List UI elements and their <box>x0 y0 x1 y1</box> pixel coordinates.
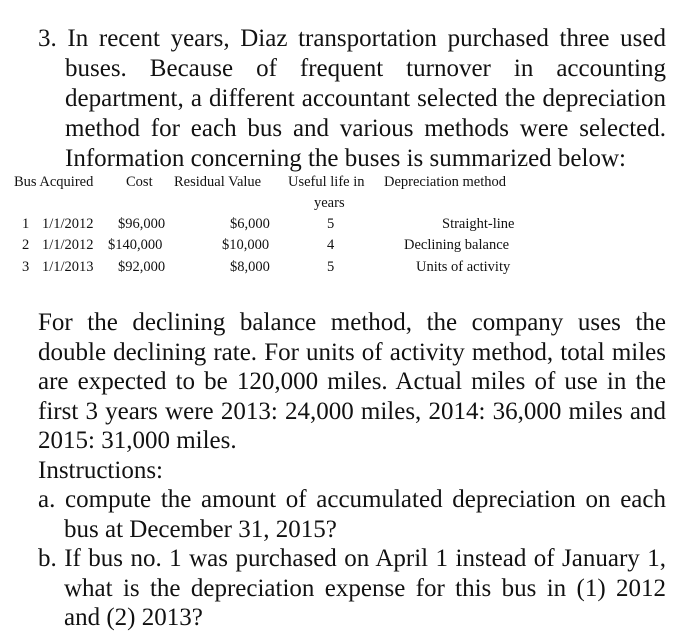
row-life: 5 <box>327 259 335 275</box>
header-useful-life-years: years <box>314 195 345 211</box>
instruction-b: b. If bus no. 1 was purchased on April 1 instead of January 1, <box>38 545 666 572</box>
detail-line: are expected to be 120,000 miles. Actual miles of use in the <box>38 368 666 395</box>
row-date: 1/1/2013 <box>42 259 94 275</box>
question-line: method for each bus and various methods were selected. <box>65 115 666 142</box>
row-cost: $96,000 <box>118 216 166 232</box>
problem-details <box>38 308 666 633</box>
instructions-label: Instructions: <box>38 456 163 484</box>
instruction-a-cont: bus at December 31, 2015? <box>64 515 337 543</box>
row-method: Declining balance <box>404 237 510 253</box>
row-residual: $6,000 <box>230 216 270 232</box>
row-cost: $92,000 <box>118 259 166 275</box>
instruction-a: a. compute the amount of accumulated depreciation on each <box>38 486 666 513</box>
question-line: buses. Because of frequent turnover in accounting <box>65 55 666 82</box>
row-life: 5 <box>327 216 335 232</box>
row-cost: $140,000 <box>108 237 163 253</box>
row-residual: $8,000 <box>230 259 270 275</box>
instruction-b-cont: and (2) 2013? <box>64 604 203 631</box>
detail-line: double declining rate. For units of activity method, total miles <box>38 338 666 366</box>
instruction-b-cont: what is the depreciation expense for this bus in (1) 2012 <box>64 574 666 602</box>
header-residual-value: Residual Value <box>174 174 262 190</box>
row-number: 3 <box>22 259 30 275</box>
row-number: 1 <box>22 216 30 232</box>
row-residual: $10,000 <box>222 237 270 253</box>
detail-line: 2015: 31,000 miles. <box>38 427 237 454</box>
row-method: Units of activity <box>416 259 511 275</box>
header-useful-life: Useful life in <box>288 174 365 190</box>
header-depreciation-method: Depreciation method <box>384 174 506 190</box>
detail-line: first 3 years were 2013: 24,000 miles, 2014: 36,000 miles and <box>38 397 666 425</box>
row-life: 4 <box>327 237 335 253</box>
header-cost: Cost <box>126 174 153 190</box>
row-date: 1/1/2012 <box>42 216 94 232</box>
detail-line: For the declining balance method, the company uses the <box>38 309 666 336</box>
question-intro <box>38 24 666 174</box>
row-method: Straight-line <box>442 216 515 232</box>
question-line: Information concerning the buses is summarized below: <box>65 145 626 172</box>
question-line: 3. In recent years, Diaz transportation purchased three used <box>38 25 666 52</box>
row-number: 2 <box>22 237 30 253</box>
header-bus-acquired: Bus Acquired <box>14 174 94 190</box>
row-date: 1/1/2012 <box>42 237 94 253</box>
question-line: department, a different accountant selected the depreciation <box>65 85 666 112</box>
